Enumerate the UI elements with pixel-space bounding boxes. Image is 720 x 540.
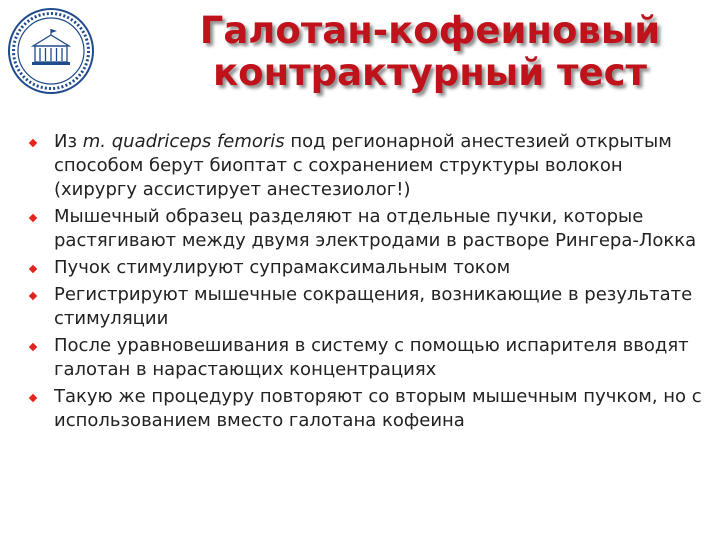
bullet-marker-icon <box>28 138 38 148</box>
bullet-item <box>26 130 706 202</box>
slide-title <box>150 10 710 94</box>
slide-title-line-1: Галотан-кофеиновый <box>199 9 661 52</box>
university-seal-icon <box>6 6 96 96</box>
bullet-marker-icon <box>28 342 38 352</box>
bullet-item <box>26 334 706 382</box>
bullet-text: Мышечный образец разделяют на отдельные пучки, которые растягивают между двумя электродами в растворе Рингера-Локка <box>54 206 697 251</box>
bullet-text-italic: m. quadriceps femoris <box>82 131 285 152</box>
bullet-text: Пучок стимулируют супрамаксимальным током <box>54 257 511 278</box>
bullet-item <box>26 385 706 433</box>
bullet-list <box>26 130 706 436</box>
bullet-marker-icon <box>28 264 38 274</box>
bullet-marker-icon <box>28 291 38 301</box>
bullet-marker-icon <box>28 213 38 223</box>
bullet-item <box>26 256 706 280</box>
bullet-item <box>26 205 706 253</box>
bullet-marker-icon <box>28 393 38 403</box>
slide-title-line-2: контрактурный тест <box>213 51 647 94</box>
bullet-text: После уравновешивания в систему с помощью испарителя вводят галотан в нарастающих концентрациях <box>54 335 689 380</box>
bullet-text: Регистрируют мышечные сокращения, возникающие в результате стимуляции <box>54 284 693 329</box>
bullet-text-prefix: Из <box>54 131 83 152</box>
bullet-item <box>26 283 706 331</box>
bullet-text: Такую же процедуру повторяют со вторым мышечным пучком, но с использованием вместо галотана кофеина <box>54 386 702 431</box>
bullet-text-suffix: под регионарной анестезией открытым способом берут биоптат с сохранением структуры волокон (хирургу ассистирует анестезиолог!) <box>54 131 672 200</box>
